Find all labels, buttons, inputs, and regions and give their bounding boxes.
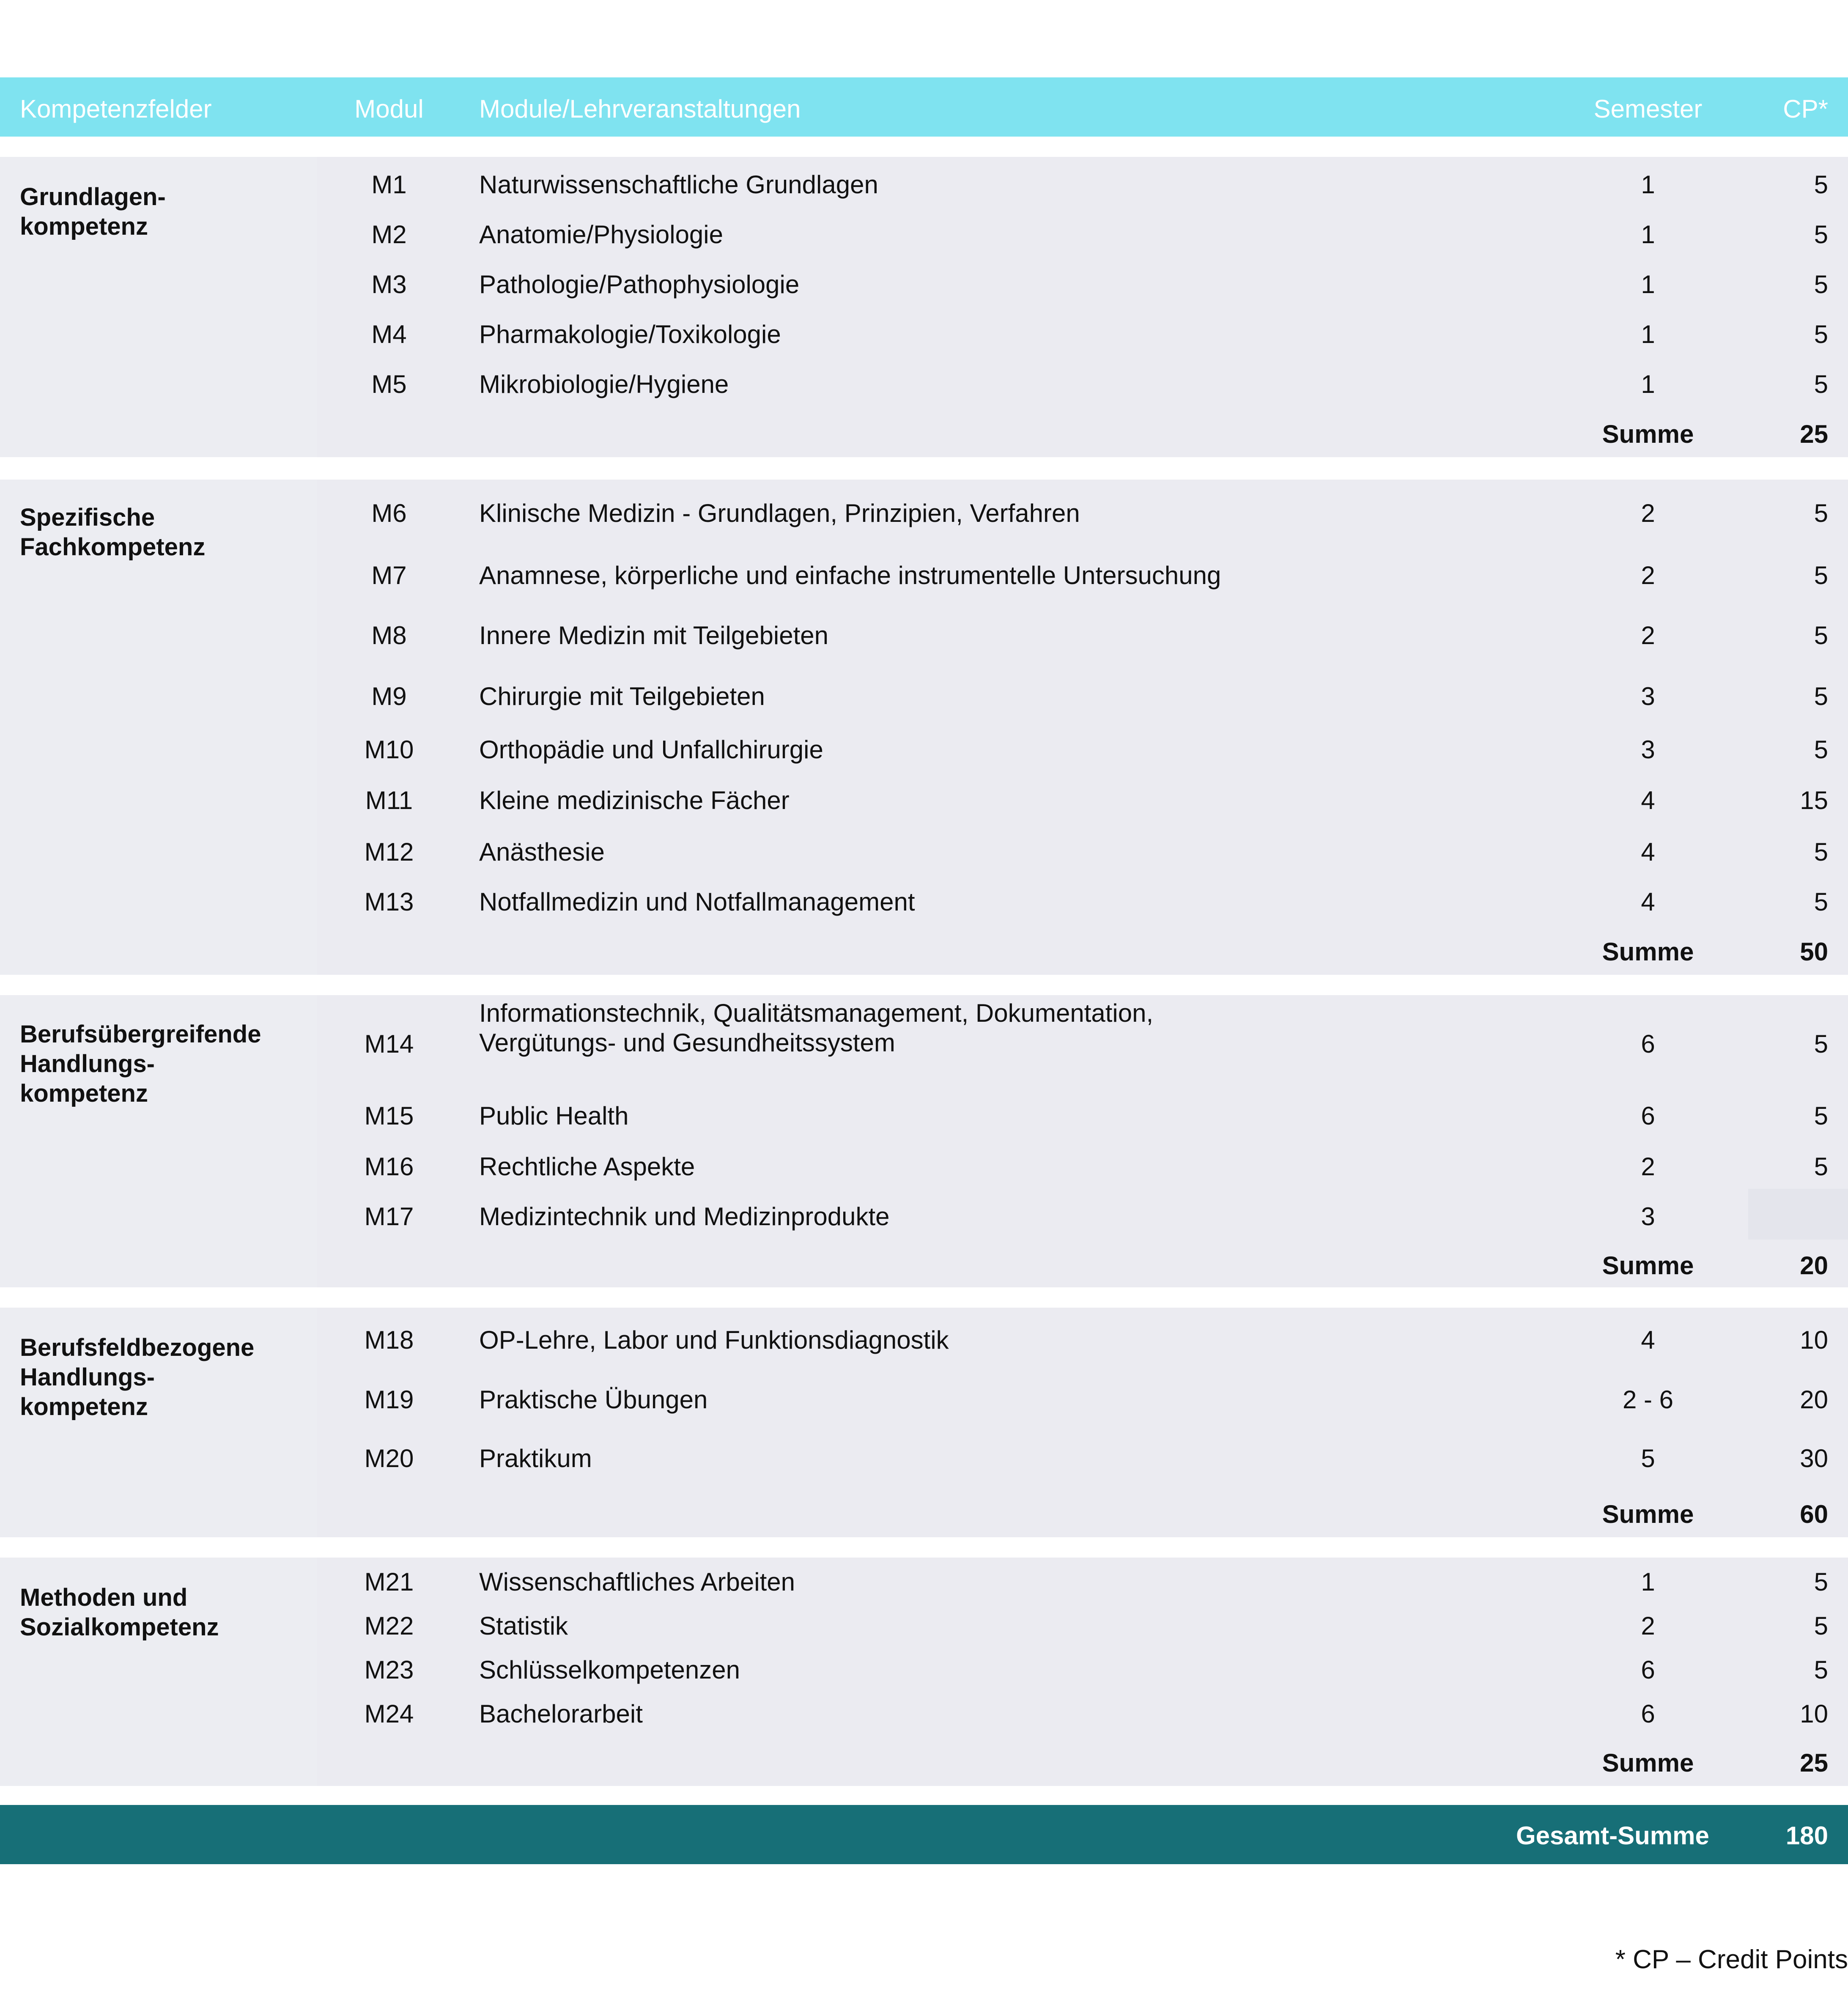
group-section [0, 157, 1848, 457]
module-semester: 1 [1641, 320, 1655, 348]
module-cp: 5 [1814, 1568, 1828, 1596]
header-semester: Semester [1593, 95, 1703, 123]
module-code: M20 [364, 1444, 414, 1473]
module-code: M3 [371, 270, 407, 299]
module-code: M18 [364, 1326, 414, 1354]
module-cp: 5 [1814, 888, 1828, 916]
module-semester: 2 [1641, 561, 1655, 590]
module-title: Praktikum [479, 1444, 592, 1473]
total-label: Gesamt-Summe [1516, 1821, 1709, 1850]
module-code: M7 [371, 561, 407, 590]
header-cp: CP* [1783, 95, 1828, 123]
module-title: Kleine medizinische Fächer [479, 786, 790, 815]
module-cp: 5 [1814, 270, 1828, 299]
module-cp: 5 [1814, 1152, 1828, 1181]
module-title: OP-Lehre, Labor und Funktionsdiagnostik [479, 1326, 949, 1354]
module-title: Public Health [479, 1102, 629, 1130]
module-title: Praktische Übungen [479, 1385, 708, 1414]
module-semester: 4 [1641, 1326, 1655, 1354]
module-cp: 5 [1814, 1612, 1828, 1640]
module-code: M15 [364, 1102, 414, 1130]
module-title: Orthopädie und Unfallchirurgie [479, 735, 823, 764]
group-label: Berufsfeldbezogene Handlungs- kompetenz [20, 1334, 255, 1421]
module-title: Anamnese, körperliche und einfache instrumentelle Untersuchung [479, 561, 1221, 590]
module-semester: 2 - 6 [1622, 1385, 1674, 1414]
sum-value: 20 [1800, 1251, 1828, 1280]
module-semester: 4 [1641, 786, 1655, 815]
module-cp: 5 [1814, 735, 1828, 764]
module-cp: 5 [1814, 1030, 1828, 1058]
module-semester: 6 [1641, 1102, 1655, 1130]
module-semester: 2 [1641, 621, 1655, 650]
module-code: M10 [364, 735, 414, 764]
module-code: M8 [371, 621, 407, 650]
module-title: Medizintechnik und Medizinprodukte [479, 1202, 890, 1231]
sum-label: Summe [1602, 1500, 1694, 1528]
module-cp: 5 [1814, 220, 1828, 249]
module-code: M22 [364, 1612, 414, 1640]
module-code: M9 [371, 682, 407, 710]
total-row [0, 1805, 1848, 1864]
module-code: M5 [371, 370, 407, 398]
module-code: M1 [371, 170, 407, 199]
group-label: Methoden und Sozialkompetenz [20, 1584, 219, 1641]
sum-label: Summe [1602, 938, 1694, 966]
module-semester: 3 [1641, 682, 1655, 710]
module-semester: 1 [1641, 1568, 1655, 1596]
module-code: M13 [364, 888, 414, 916]
module-semester: 1 [1641, 170, 1655, 199]
module-code: M17 [364, 1202, 414, 1231]
module-title: Informationstechnik, Qualitätsmanagement, Dokumentation, Vergütungs- und Gesundheitssystem [479, 999, 1154, 1057]
module-title: Naturwissenschaftliche Grundlagen [479, 170, 878, 199]
module-semester: 2 [1641, 499, 1655, 527]
module-semester: 3 [1641, 735, 1655, 764]
module-code: M6 [371, 499, 407, 527]
module-cp: 5 [1814, 621, 1828, 650]
module-semester: 4 [1641, 888, 1655, 916]
module-title: Mikrobiologie/Hygiene [479, 370, 729, 398]
header-kompetenzfelder: Kompetenzfelder [20, 95, 212, 123]
module-title: Schlüsselkompetenzen [479, 1656, 740, 1684]
module-semester: 6 [1641, 1030, 1655, 1058]
module-code: M16 [364, 1152, 414, 1181]
module-code: M23 [364, 1656, 414, 1684]
module-code: M14 [364, 1030, 414, 1058]
sum-label: Summe [1602, 1251, 1694, 1280]
module-title: Pharmakologie/Toxikologie [479, 320, 781, 348]
module-semester: 1 [1641, 270, 1655, 299]
module-semester: 4 [1641, 838, 1655, 866]
module-semester: 1 [1641, 220, 1655, 249]
group-label: Spezifische Fachkompetenz [20, 504, 206, 561]
module-code: M19 [364, 1385, 414, 1414]
module-cp: 5 [1814, 682, 1828, 710]
cell-highlight [1748, 1189, 1848, 1240]
footnote: * CP – Credit Points [1615, 1945, 1848, 1974]
module-title: Innere Medizin mit Teilgebieten [479, 621, 829, 650]
group-section [0, 480, 1848, 975]
module-cp: 20 [1800, 1385, 1828, 1414]
module-cp: 15 [1800, 786, 1828, 815]
module-code: M2 [371, 220, 407, 249]
module-semester: 2 [1641, 1612, 1655, 1640]
group-section [0, 1308, 1848, 1537]
module-code: M11 [365, 786, 413, 815]
header-modul: Modul [354, 95, 424, 123]
module-cp: 5 [1814, 838, 1828, 866]
module-cp: 10 [1800, 1700, 1828, 1728]
module-cp: 5 [1814, 370, 1828, 398]
module-title: Statistik [479, 1612, 568, 1640]
module-semester: 5 [1641, 1444, 1655, 1473]
module-semester: 6 [1641, 1700, 1655, 1728]
module-semester: 6 [1641, 1656, 1655, 1684]
module-title: Bachelorarbeit [479, 1700, 643, 1728]
module-code: M4 [371, 320, 407, 348]
module-title: Rechtliche Aspekte [479, 1152, 695, 1181]
module-semester: 1 [1641, 370, 1655, 398]
module-code: M24 [364, 1700, 414, 1728]
sum-value: 50 [1800, 938, 1828, 966]
sum-label: Summe [1602, 420, 1694, 448]
module-code: M21 [364, 1568, 414, 1596]
sum-value: 25 [1800, 1749, 1828, 1777]
group-section [0, 1558, 1848, 1786]
module-title: Pathologie/Pathophysiologie [479, 270, 800, 299]
module-cp: 5 [1814, 499, 1828, 527]
group-label: Grundlagen- kompetenz [20, 183, 166, 240]
module-cp: 30 [1800, 1444, 1828, 1473]
module-cp: 5 [1814, 1656, 1828, 1684]
module-code: M12 [364, 838, 414, 866]
module-title: Chirurgie mit Teilgebieten [479, 682, 765, 710]
group-label: Berufsübergreifende Handlungs- kompetenz [20, 1020, 261, 1107]
module-cp: 5 [1814, 1102, 1828, 1130]
module-title: Wissenschaftliches Arbeiten [479, 1568, 795, 1596]
module-semester: 3 [1641, 1202, 1655, 1231]
module-cp: 10 [1800, 1326, 1828, 1354]
header-module: Module/Lehrveranstaltungen [479, 95, 801, 123]
sum-label: Summe [1602, 1749, 1694, 1777]
module-title: Klinische Medizin - Grundlagen, Prinzipien, Verfahren [479, 499, 1080, 527]
module-semester: 2 [1641, 1152, 1655, 1181]
module-cp: 5 [1814, 320, 1828, 348]
sum-value: 25 [1800, 420, 1828, 448]
module-cp: 5 [1814, 561, 1828, 590]
table-header [0, 77, 1848, 137]
module-title: Anatomie/Physiologie [479, 220, 724, 249]
sum-value: 60 [1800, 1500, 1828, 1528]
module-cp: 5 [1814, 170, 1828, 199]
module-title: Anästhesie [479, 838, 605, 866]
total-value: 180 [1785, 1821, 1828, 1850]
group-section [0, 995, 1848, 1287]
module-title: Notfallmedizin und Notfallmanagement [479, 888, 915, 916]
